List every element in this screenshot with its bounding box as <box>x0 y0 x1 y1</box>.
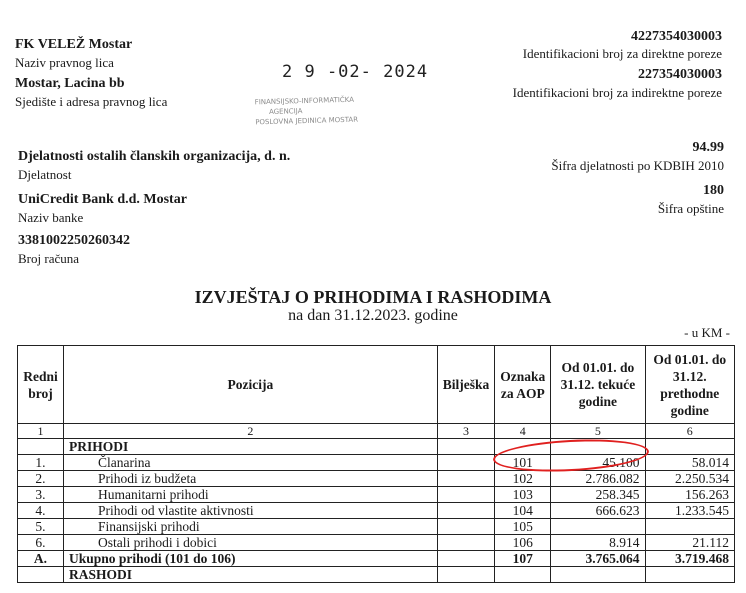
col-number: 3 <box>437 424 495 439</box>
stamp-line: FINANSIJSKO-INFORMATIČKA <box>254 95 355 107</box>
stamp-line: AGENCIJA <box>268 107 303 116</box>
table-row: 1. Članarina 101 45.100 58.014 <box>18 455 735 471</box>
table-row: 4. Prihodi od vlastite aktivnosti 104 666.623 1.233.545 <box>18 503 735 519</box>
table-row: 6. Ostali prihodi i dobici 106 8.914 21.112 <box>18 535 735 551</box>
header-redni: Redni broj <box>18 346 64 424</box>
agency-stamp <box>255 95 359 128</box>
table-row: 2. Prihodi iz budžeta 102 2.786.082 2.250.534 <box>18 471 735 487</box>
header-biljeska: Bilješka <box>437 346 495 424</box>
account-label: Broj računa <box>18 251 80 266</box>
activity-code-label: Šifra djelatnosti po KDBIH 2010 <box>551 158 724 173</box>
entity-address-label: Sjedište i adresa pravnog lica <box>15 94 168 109</box>
municipality-code: 180 <box>703 183 724 198</box>
bank-name: UniCredit Bank d.d. Mostar <box>18 192 187 207</box>
direct-tax-id: 4227354030003 <box>631 29 722 44</box>
entity-name: FK VELEŽ Mostar <box>15 37 133 52</box>
stamp-line: POSLOVNA JEDINICA MOSTAR <box>255 115 359 127</box>
activity: Djelatnosti ostalih članskih organizacija, d. n. <box>18 149 291 164</box>
currency-note: - u KM - <box>684 325 730 340</box>
total-row: A. Ukupno prihodi (101 do 106) 107 3.765.064 3.719.468 <box>18 551 735 567</box>
indirect-tax-id: 227354030003 <box>638 67 722 82</box>
stamp-date: 2 9 -02- 2024 <box>282 62 429 82</box>
header-pozicija: Pozicija <box>63 346 437 424</box>
activity-code: 94.99 <box>692 140 724 155</box>
header-current-year: Od 01.01. do 31.12. tekuće godine <box>551 346 645 424</box>
col-number: 2 <box>63 424 437 439</box>
entity-name-label: Naziv pravnog lica <box>15 55 114 70</box>
entity-address: Mostar, Lacina bb <box>15 76 125 91</box>
indirect-tax-label: Identifikacioni broj za indirektne poreze <box>512 85 722 100</box>
account-number: 3381002250260342 <box>18 233 130 248</box>
section-income: PRIHODI <box>63 439 437 455</box>
municipality-label: Šifra opštine <box>657 201 724 216</box>
header-aop: Oznaka za AOP <box>495 346 551 424</box>
direct-tax-label: Identifikacioni broj za direktne poreze <box>522 46 722 61</box>
report-subtitle: na dan 31.12.2023. godine <box>288 307 458 324</box>
report-title: IZVJEŠTAJ O PRIHODIMA I RASHODIMA <box>194 287 552 307</box>
col-number: 6 <box>645 424 734 439</box>
table-row: 3. Humanitarni prihodi 103 258.345 156.263 <box>18 487 735 503</box>
table-row: 5. Finansijski prihodi 105 <box>18 519 735 535</box>
header-previous-year: Od 01.01. do 31.12. prethodne godine <box>645 346 734 424</box>
activity-label: Djelatnost <box>18 167 72 182</box>
col-number: 4 <box>495 424 551 439</box>
section-expense: RASHODI <box>63 567 437 583</box>
income-table <box>17 345 735 583</box>
bank-label: Naziv banke <box>18 210 84 225</box>
col-number: 1 <box>18 424 64 439</box>
col-number: 5 <box>551 424 645 439</box>
